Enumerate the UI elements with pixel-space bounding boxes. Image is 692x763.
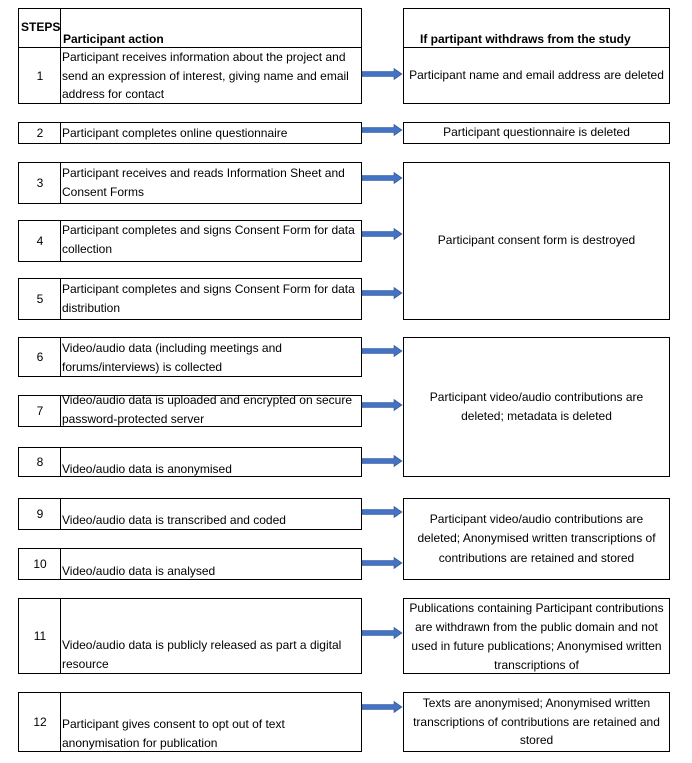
connector-arrow	[362, 456, 402, 467]
action-header: Participant action	[63, 32, 164, 46]
participant-action: Participant completes online questionnaire	[62, 126, 288, 140]
withdrawal-outcome: Participant questionnaire is deleted	[403, 122, 670, 144]
participant-action: Participant gives consent to opt out of text anonymisation for publication	[62, 717, 285, 750]
connector-arrow	[362, 507, 402, 518]
connector-arrow	[362, 69, 402, 80]
connector-arrow	[362, 229, 402, 240]
withdrawal-outcome: Participant consent form is destroyed	[403, 162, 670, 320]
participant-action: Video/audio data is transcribed and coded	[62, 513, 286, 527]
step-number: 2	[36, 126, 44, 140]
withdraw-header: If partipant withdraws from the study	[420, 32, 631, 46]
connector-arrow	[362, 702, 402, 713]
step-number: 8	[36, 455, 44, 469]
connector-arrow	[362, 400, 402, 411]
step-number: 9	[36, 507, 44, 521]
step-number: 11	[33, 629, 47, 643]
steps-header: STEPS	[21, 20, 61, 34]
connector-arrow	[362, 558, 402, 569]
withdrawal-outcome: Publications containing Participant contributions are withdrawn from the public domain and not used in future publications; Anonymised written transcriptions of	[403, 598, 670, 674]
withdrawal-outcome: Participant name and email address are deleted	[409, 68, 664, 83]
connector-arrow	[362, 173, 402, 184]
participant-action: Video/audio data is anonymised	[62, 462, 232, 476]
participant-action: Video/audio data is analysed	[62, 564, 216, 578]
step-number: 1	[36, 69, 44, 83]
participant-action: Participant completes and signs Consent Form for data distribution	[62, 282, 355, 315]
step-number: 5	[36, 292, 44, 306]
participant-action: Video/audio data is publicly released as part a digital resource	[62, 638, 342, 671]
participant-action: Participant receives information about the project and send an expression of interest, giving name and email address for contact	[62, 50, 349, 101]
step-number: 7	[36, 404, 44, 418]
step-number: 10	[33, 557, 47, 571]
step-number: 3	[36, 176, 44, 190]
step-number: 12	[33, 715, 47, 729]
participant-action: Video/audio data (including meetings and forums/interviews) is collected	[62, 341, 282, 374]
withdrawal-outcome: Texts are anonymised; Anonymised written transcriptions of contributions are retained and stored	[403, 692, 670, 752]
withdrawal-outcome: Participant video/audio contributions are deleted; Anonymised written transcriptions of contributions are retained and stored	[403, 498, 670, 580]
step-number: 6	[36, 350, 44, 364]
participant-action: Video/audio data is uploaded and encrypted on secure password-protected server	[62, 393, 352, 426]
step-number: 4	[36, 234, 44, 248]
connector-arrow	[362, 125, 402, 136]
connector-arrow	[362, 628, 402, 639]
participant-action: Participant completes and signs Consent Form for data collection	[62, 223, 355, 256]
connector-arrow	[362, 288, 402, 299]
withdrawal-outcome: Participant video/audio contributions are deleted; metadata is deleted	[403, 337, 670, 477]
connector-arrow	[362, 346, 402, 357]
participant-action: Participant receives and reads Information Sheet and Consent Forms	[62, 166, 345, 199]
